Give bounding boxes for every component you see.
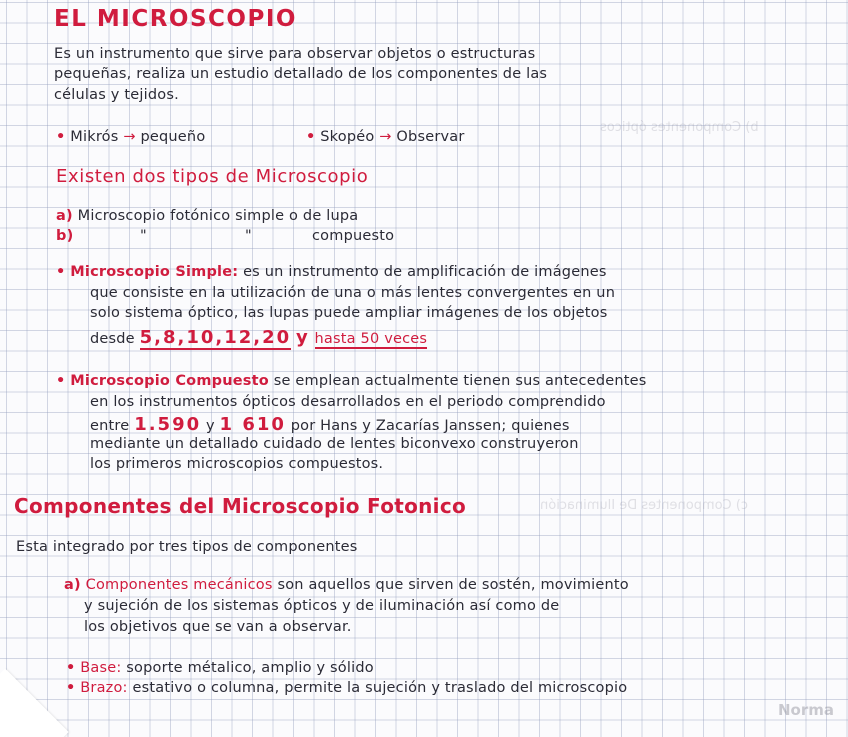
year-value: 1 610	[219, 414, 286, 435]
intro-line: Es un instrumento que sirve para observar objetos o estructuras	[54, 46, 536, 62]
simple-text: desde	[90, 331, 135, 347]
componentes-heading: Componentes del Microscopio Fotonico	[14, 494, 467, 518]
brazo-item	[66, 680, 627, 696]
etymology-meaning: pequeño	[140, 129, 206, 145]
compuesto-line: los primeros microscopios compuestos.	[90, 456, 384, 472]
simple-line: solo sistema óptico, las lupas puede ampliar imágenes de los objetos	[90, 305, 608, 321]
compuesto-text: y	[205, 418, 215, 434]
types-heading: Existen dos tipos de Microscopio	[56, 166, 369, 187]
etymology-word: Skopéo	[320, 129, 375, 145]
compuesto-line: mediante un detallado cuidado de lentes biconvexo construyeron	[90, 436, 579, 452]
arrow-right-icon: →	[123, 129, 136, 145]
norma-logo: Norma	[777, 701, 834, 719]
bleed-through-text: c) Componentes De Iluminación	[540, 498, 748, 513]
mecanicos-text: son aquellos que sirven de sostén, movimiento	[277, 577, 629, 593]
compuesto-text: por Hans y Zacarías Janssen; quienes	[290, 418, 570, 434]
type-a-row	[56, 208, 358, 224]
simple-label: Microscopio Simple:	[70, 264, 239, 280]
bullet-icon: •	[56, 129, 66, 145]
compuesto-label: Microscopio Compuesto	[70, 373, 269, 389]
magnification-values: 5,8,10,12,20	[139, 327, 292, 348]
bullet-icon: •	[306, 129, 316, 145]
type-b-text: compuesto	[312, 228, 395, 244]
max-magnification: hasta 50 veces	[314, 331, 428, 347]
brazo-text: estativo o columna, permite la sujeción y traslado del microscopio	[132, 680, 628, 696]
simple-text: es un instrumento de amplificación de imágenes	[243, 264, 607, 280]
bleed-through-text: b) Componentes ópticos	[600, 120, 759, 135]
bullet-icon: •	[56, 264, 66, 280]
mecanicos-line: y sujeción de los sistemas ópticos y de iluminación así como de	[84, 598, 560, 614]
type-b-row	[56, 228, 73, 244]
simple-line: que consiste en la utilización de una o más lentes convergentes en un	[90, 285, 616, 301]
bullet-icon: •	[56, 373, 66, 389]
compuesto-line: en los instrumentos ópticos desarrollados en el periodo comprendido	[90, 394, 606, 410]
year-value: 1.590	[134, 414, 202, 435]
arrow-right-icon: →	[379, 129, 392, 145]
list-marker: a)	[56, 208, 73, 224]
compuesto-text: se emplean actualmente tienen sus antecedentes	[273, 373, 647, 389]
bullet-icon: •	[66, 680, 76, 696]
base-item	[66, 660, 374, 676]
mecanicos-line: los objetivos que se van a observar.	[84, 619, 352, 635]
mecanicos-label: Componentes mecánicos	[85, 577, 273, 593]
mecanicos-definition	[64, 577, 629, 593]
bullet-icon: •	[66, 660, 76, 676]
etymology-word: Mikrós	[70, 129, 119, 145]
type-a-text: Microscopio fotónico simple o de lupa	[77, 208, 359, 224]
simple-line-last	[90, 327, 427, 348]
list-marker: a)	[64, 577, 81, 593]
list-marker: b)	[56, 228, 74, 244]
page-corner-fold	[0, 668, 69, 737]
ditto-mark: "	[140, 228, 147, 244]
page-title: EL MICROSCOPIO	[54, 6, 297, 32]
etymology-row	[306, 129, 465, 145]
base-label: Base:	[80, 660, 122, 676]
brazo-label: Brazo:	[80, 680, 128, 696]
base-text: soporte métalico, amplio y sólido	[126, 660, 374, 676]
compuesto-line	[90, 414, 570, 435]
etymology-row	[56, 129, 205, 145]
compuesto-definition	[56, 373, 647, 389]
ditto-mark: "	[245, 228, 252, 244]
simple-definition	[56, 264, 607, 280]
componentes-intro: Esta integrado por tres tipos de componentes	[16, 539, 358, 555]
simple-text: y	[295, 327, 310, 348]
etymology-meaning: Observar	[396, 129, 465, 145]
compuesto-text: entre	[90, 418, 130, 434]
intro-line: células y tejidos.	[54, 87, 179, 103]
intro-line: pequeñas, realiza un estudio detallado de los componentes de las	[54, 66, 548, 82]
